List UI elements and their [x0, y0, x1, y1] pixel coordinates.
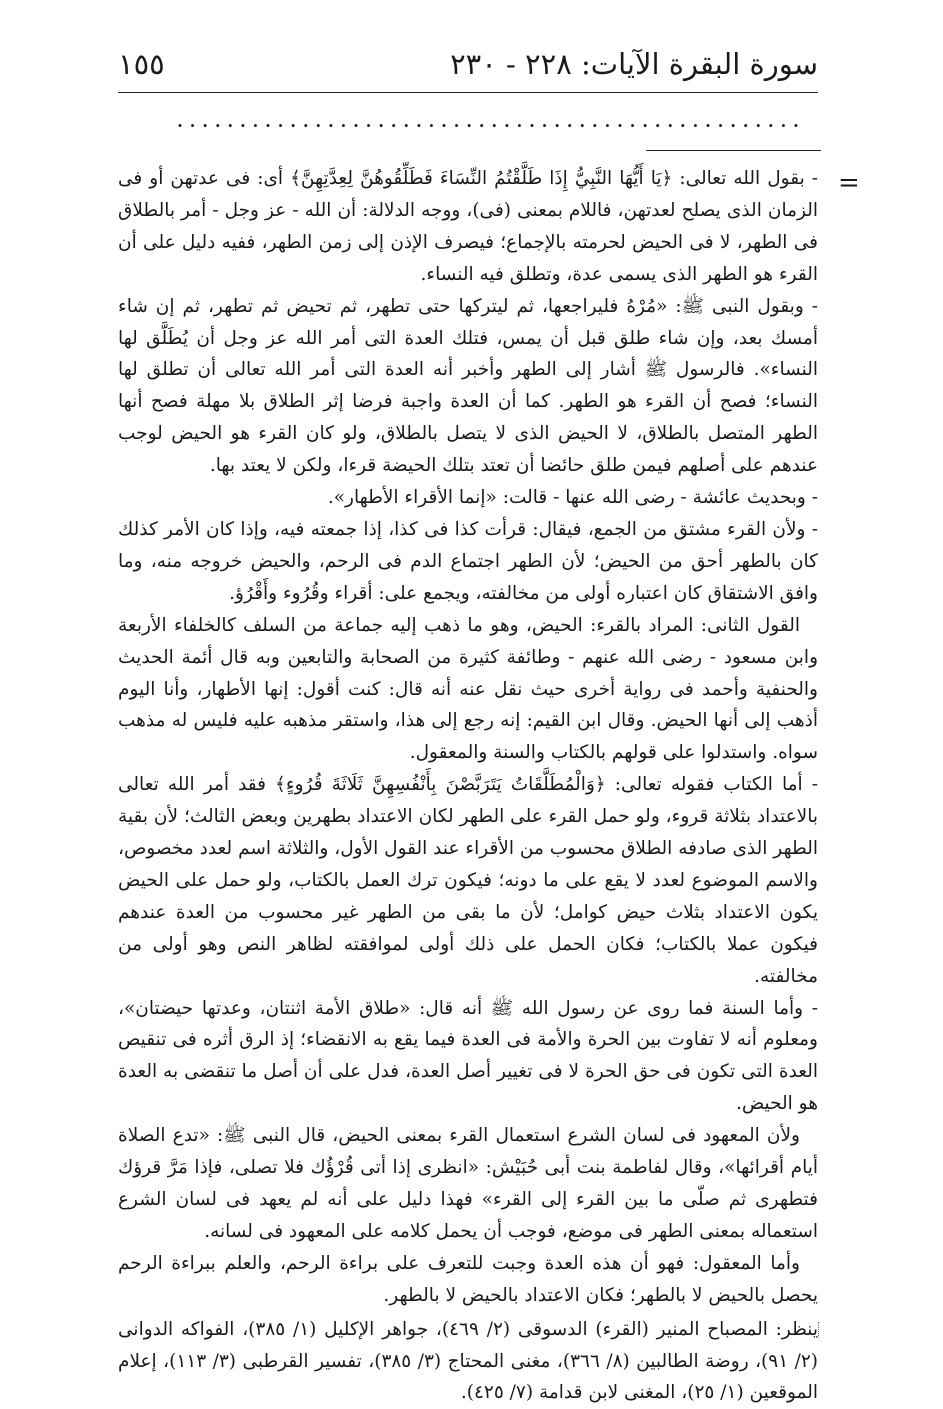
paragraph: - وبحديث عائشة - رضى الله عنها - قالت: «إنما الأقراء الأطهار».: [327, 487, 818, 509]
paragraph: - بقول الله تعالى: ﴿يَا أَيُّهَا النَّبِيُّ إِذَا طَلَّقْتُمُ النِّسَاءَ فَطَلِّقُوهُنَّ لِعِدَّتِهِنَّ﴾ أى: فى عدتهن أو فى الزمان الذى يصلح لعدتهن، فاللام بمعنى (فى)، ووجه الدلالة: أن الله - عز وجل - أمر بالطلاق فى الطهر، لا فى الحيض لحرمته بالإجماع؛ فيصرف الإذن إلى زمن الطهر، ففيه دليل على أن القرء هو الطهر الذى يسمى عدة، وتطلق فيه النساء.: [118, 168, 818, 285]
paragraph: ولأن المعهود فى لسان الشرع استعمال القرء بمعنى الحيض، قال النبى ﷺ: «تدع الصلاة أيام أقرائها»، وقال لفاطمة بنت أبى حُبَيْش: «انظرى إذا أتى قُرْؤُك فلا تصلى، فإذا مَرَّ قرؤك فتطهرى ثم صلّى ما بين القرء إلى القرء» فهذا دليل على أنه لم يعهد فى لسان الشرع استعماله بمعنى الطهر فى موضع، فوجب أن يحمل كلامه على المعهود فى لسانه.: [118, 1125, 818, 1242]
footnote-rule: [646, 150, 821, 151]
dotted-separator: ..................................................: [177, 112, 806, 131]
paragraph: القول الثانى: المراد بالقرء: الحيض، وهو ما ذهب إليه جماعة من السلف كالخلفاء الأربعة وابن مسعود - رضى الله عنهم - وطائفة كثيرة من الصحابة والتابعين وبه قال أئمة الحديث والحنفية وأحمد فى رواية أخرى حيث نقل عنه أنه قال: كنت أقول: إنها الأطهار، وأنا اليوم أذهب إلى أنها الحيض. وقال ابن القيم: إنه رجع إلى هذا، واستقر مذهبه عليه فليس له مذهب سواه. واستدلوا على قولهم بالكتاب والسنة والمعقول.: [118, 614, 818, 764]
footnote-body: [118, 163, 818, 1409]
header-rule: [118, 92, 818, 93]
running-title: سورة البقرة الآيات: ٢٢٨ - ٢٣٠: [450, 47, 818, 81]
scan-mark: [818, 1322, 821, 1338]
references: ينظر: المصباح المنير (القرء) الدسوقى (٢/ ٤٦٩)، جواهر الإكليل (١/ ٣٨٥)، الفواكه الدوانى (٢/ ٩١)، روضة الطالبين (٨/ ٣٦٦)، مغنى المحتاج (٣/ ٣٨٥)، تفسير القرطبى (٣/ ١١٣)، إعلام الموقعين (١/ ٢٥)، المغنى لابن قدامة (٧/ ٤٢٥).: [118, 1318, 819, 1404]
page-header: [118, 38, 818, 90]
continuation-mark: =: [838, 168, 860, 198]
paragraph: وأما المعقول: فهو أن هذه العدة وجبت للتعرف على براءة الرحم، والعلم ببراءة الرحم يحصل بالحيض لا بالطهر؛ فكان الاعتداد بالحيض لا بالطهر.: [118, 1252, 818, 1306]
paragraph: - ولأن القرء مشتق من الجمع، فيقال: قرأت كذا فى كذا، إذا جمعته فيه، وإذا كان الأمر كذلك كان بالطهر أحق من الحيض؛ لأن الطهر اجتماع الدم فى الرحم، والحيض خروجه منه، وما وافق الاشتقاق كان اعتباره أولى من مخالفته، ويجمع على: أقراء وقُرُوء وأَقْرُؤ.: [118, 518, 818, 604]
paragraph: - وأما السنة فما روى عن رسول الله ﷺ أنه قال: «طلاق الأمة اثنتان، وعدتها حيضتان»، ومعلوم أنه لا تفاوت بين الحرة والأمة فى العدة فيما يقع به الانقضاء؛ إذ الرق أثره فى تنقيص العدة التى تكون فى حق الحرة لا فى تغيير أصل العدة، فدل على أن أصل ما تنقضى به العدة هو الحيض.: [118, 997, 818, 1115]
paragraph: - أما الكتاب فقوله تعالى: ﴿وَالْمُطَلَّقَاتُ يَتَرَبَّصْنَ بِأَنْفُسِهِنَّ ثَلَاثَةَ قُرُوءٍ﴾ فقد أمر الله تعالى بالاعتداد بثلاثة قروء، ولو حمل القرء على الطهر لكان الاعتداد بطهرين وبعض الثالث؛ لأن بقية الطهر الذى صادفه الطلاق محسوب من الأقراء عند القول الأول، والثلاثة اسم لعدد مخصوص، والاسم الموضوع لعدد لا يقع على ما دونه؛ فيكون ترك العمل بالكتاب، ولو حمل على الحيض يكون الاعتداد بثلاث حيض كوامل؛ لأن ما بقى من الطهر غير محسوب من العدة عندهم فيكون عملا بالكتاب؛ فكان الحمل على ذلك أولى لموافقته لظاهر النص وهو أولى من مخالفته.: [118, 774, 818, 987]
paragraph: - وبقول النبى ﷺ: «مُرْهُ فليراجعها، ثم ليتركها حتى تطهر، ثم تحيض ثم تطهر، ثم إن شاء أمسك بعد، وإن شاء طلق قبل أن يمس، فتلك العدة التى أمر الله عز وجل أن يُطَلَّق لها النساء». فالرسول ﷺ أشار إلى الطهر وأخبر أنه العدة التى أمر الله تعالى أن تطلق لها النساء؛ فصح أن القرء هو الطهر. كما أن العدة واجبة فرضا إثر الطلاق بلا مهلة فصح أنها الطهر المتصل بالطلاق، لا الحيض الذى لا يتصل بالطلاق، ولو كان القرء هو الحيض لوجب عندهم على أصلهم فيمن طلق حائضا أن تعتد بتلك الحيضة قرءا، ولكن لا يعتد بها.: [118, 295, 818, 477]
page-number: ١٥٥: [118, 47, 165, 81]
